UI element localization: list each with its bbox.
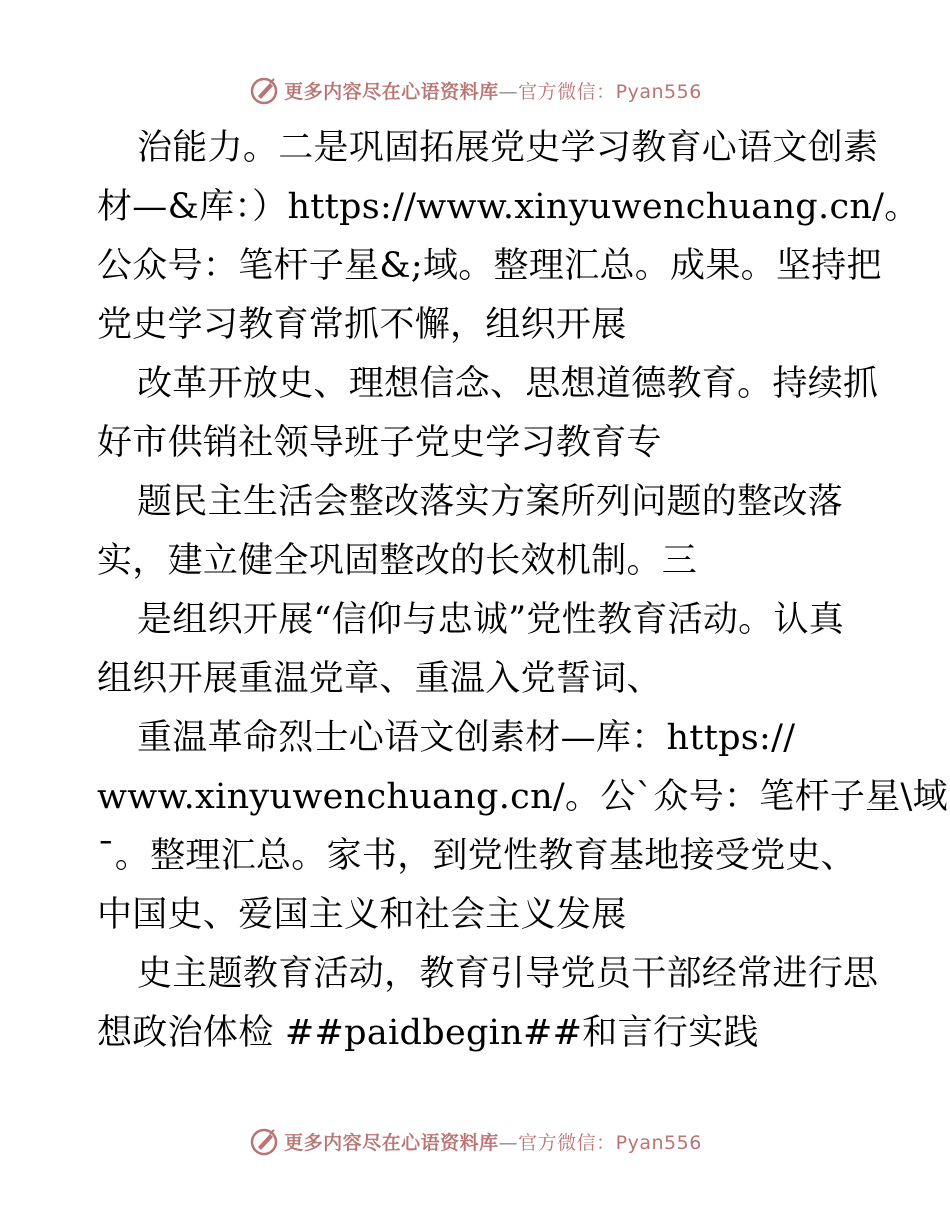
- text-line: 好市供销社领导班子党史学习教育专: [97, 423, 662, 463]
- watermark-text: [284, 77, 702, 104]
- watermark-main: 更多内容尽在心语资料库: [284, 1131, 499, 1154]
- document-body: [97, 119, 948, 1063]
- watermark-dash: —: [498, 80, 519, 103]
- text-line: 组织开展重温党章、重温入党誓词、: [97, 659, 662, 699]
- pen-logo-icon: [248, 1125, 280, 1157]
- text-line: 治能力。二是巩固拓展党史学习教育心语文创素: [137, 128, 879, 168]
- text-line: 题民主生活会整改落实方案所列问题的整改落: [137, 482, 844, 522]
- watermark-contact: 官方微信：Pyan556: [518, 1131, 702, 1154]
- text-line: 党史学习教育常抓不懈，组织开展: [97, 305, 627, 345]
- text-line: 想政治体检 ##paidbegin##和言行实践: [97, 1013, 759, 1053]
- text-line: 史主题教育活动，教育引导党员干部经常进行思: [137, 954, 879, 994]
- text-line: 实，建立健全巩固整改的长效机制。三: [97, 541, 698, 581]
- text-line: 改革开放史、理想信念、思想道德教育。持续抓: [137, 364, 879, 404]
- text-line: ¯。整理汇总。家书，到党性教育基地接受党史、: [97, 836, 857, 876]
- text-line: 是组织开展“信仰与忠诚”党性教育活动。认真: [137, 600, 845, 640]
- text-line: www.xinyuwenchuang.cn/。公`众号：笔杆子星\域: [97, 777, 948, 817]
- watermark-dash: —: [498, 1131, 519, 1154]
- text-line: 材—&库：）https://www.xinyuwenchuang.cn/。: [97, 187, 920, 227]
- text-line: 公众号：笔杆子星&;域。整理汇总。成果。坚持把: [97, 246, 882, 286]
- text-line: 重温革命烈士心语文创素材—库：https://: [137, 718, 796, 758]
- watermark-contact: 官方微信：Pyan556: [518, 80, 702, 103]
- watermark-main: 更多内容尽在心语资料库: [284, 80, 499, 103]
- pen-logo-icon: [248, 74, 280, 106]
- text-line: 中国史、爱国主义和社会主义发展: [97, 895, 627, 935]
- header-watermark: [0, 70, 950, 110]
- footer-watermark: [0, 1121, 950, 1161]
- watermark-text: [284, 1128, 702, 1155]
